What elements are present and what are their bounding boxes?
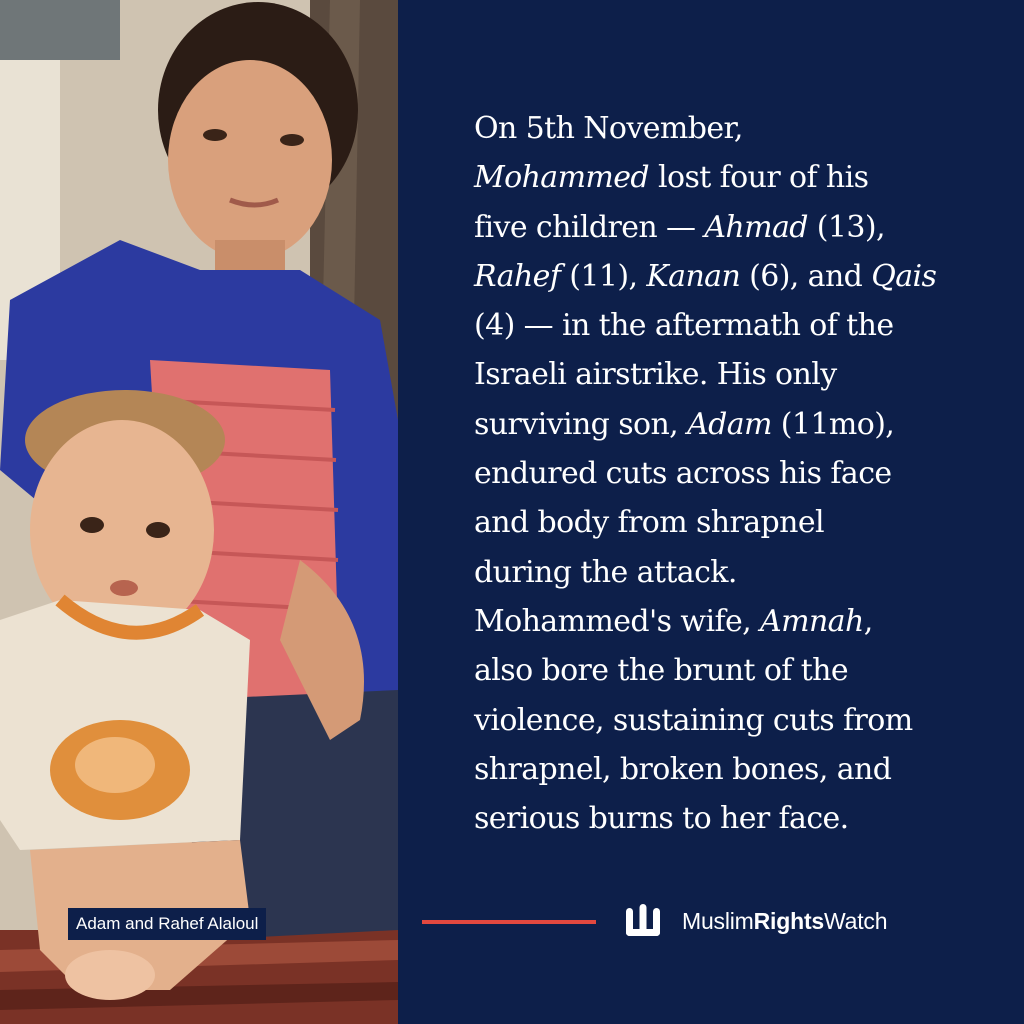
hero-photo <box>0 0 398 1024</box>
story-line-4: Rahef (11), Kanan (6), and Qais <box>474 258 937 294</box>
story-line-6: Israeli airstrike. His only <box>474 357 837 393</box>
brand-footer <box>624 903 887 939</box>
story-line-10: during the attack. <box>474 554 737 590</box>
story-text <box>474 104 994 843</box>
story-line-1: On 5th November, <box>474 111 743 146</box>
story-line-2: Mohammed lost four of his <box>474 160 869 196</box>
photo-illustration <box>0 0 398 1024</box>
story-line-8: endured cuts across his face <box>474 456 892 492</box>
story-line-3: five children — Ahmad (13), <box>474 209 885 245</box>
story-line-12: also bore the brunt of the <box>474 653 849 689</box>
photo-caption: Adam and Rahef Alaloul <box>68 908 266 940</box>
story-line-11: Mohammed's wife, Amnah, <box>474 603 873 639</box>
story-line-14: shrapnel, broken bones, and <box>474 751 892 787</box>
story-line-5: (4) — in the aftermath of the <box>474 308 894 344</box>
brand-name: MuslimRightsWatch <box>682 907 888 934</box>
accent-divider <box>422 920 596 924</box>
story-line-13: violence, sustaining cuts from <box>474 702 913 738</box>
story-line-7: surviving son, Adam (11mo), <box>474 406 895 442</box>
story-line-15: serious burns to her face. <box>474 801 849 837</box>
muslim-rights-watch-logo-icon <box>624 904 662 938</box>
story-line-9: and body from shrapnel <box>474 505 825 541</box>
text-panel <box>398 0 1024 1024</box>
